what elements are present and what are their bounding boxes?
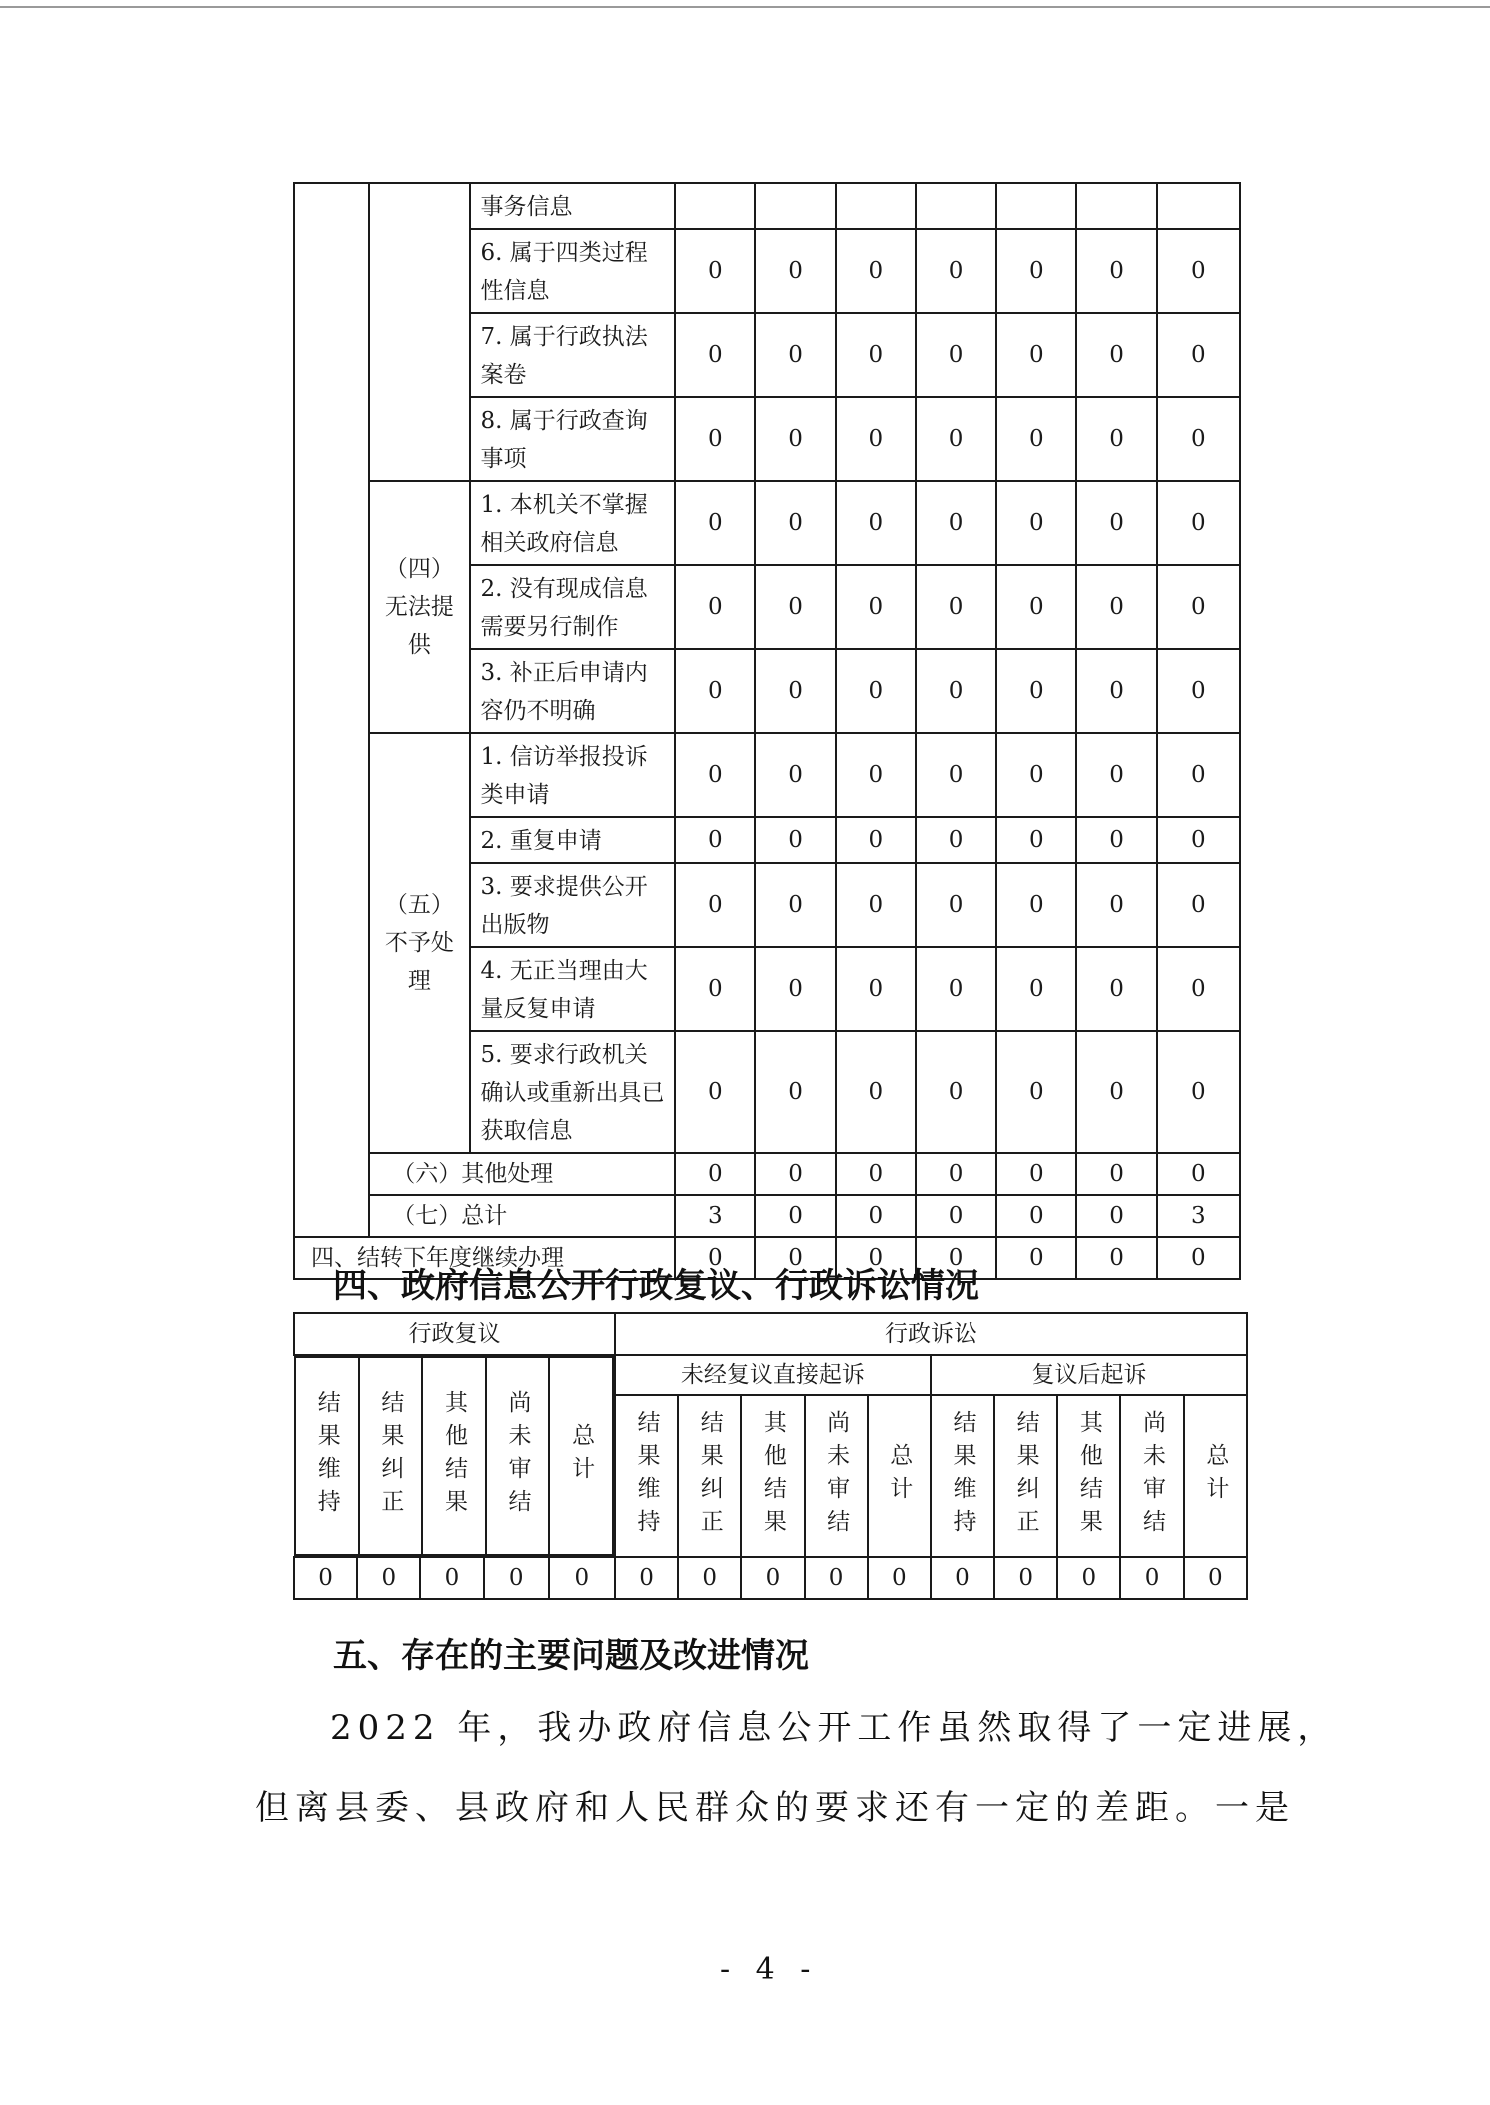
value-cell: 0 xyxy=(675,565,755,649)
row-item: 7. 属于行政执法案卷 xyxy=(470,313,676,397)
value-cell: 0 xyxy=(1076,313,1156,397)
paragraph-line: 2022 年，我办政府信息公开工作虽然取得了一定进展， xyxy=(330,1708,1338,1748)
value-cell: 0 xyxy=(836,817,916,863)
admin-review-column-table xyxy=(294,1356,614,1556)
value-cell: 0 xyxy=(755,565,835,649)
value-cell: 0 xyxy=(675,733,755,817)
section5-heading: 五、存在的主要问题及改进情况 xyxy=(333,1636,809,1676)
value-cell: 0 xyxy=(916,481,996,565)
value-cell: 0 xyxy=(675,863,755,947)
value-cell: 0 xyxy=(996,863,1076,947)
value-cell: 0 xyxy=(755,397,835,481)
value-cell: 0 xyxy=(755,1195,835,1237)
group4-label: （四）无法提供 xyxy=(369,481,469,733)
value-cell: 0 xyxy=(549,1557,615,1599)
review-column-header: 结果维持 xyxy=(295,1357,359,1555)
value-cell: 0 xyxy=(675,947,755,1031)
value-cell: 0 xyxy=(916,863,996,947)
value-cell: 0 xyxy=(1157,229,1240,313)
value-cell: 0 xyxy=(996,481,1076,565)
direct-suit-header: 未经复议直接起诉 xyxy=(615,1355,931,1395)
value-cell: 0 xyxy=(836,947,916,1031)
value-cell: 0 xyxy=(836,733,916,817)
admin-litigation-header: 行政诉讼 xyxy=(615,1313,1247,1355)
value-cell: 0 xyxy=(836,565,916,649)
group3-blank-cell xyxy=(369,183,469,481)
value-cell: 0 xyxy=(1157,1237,1240,1279)
direct-suit-column-header: 其他结果 xyxy=(741,1395,804,1557)
outer-blank-cell xyxy=(294,183,369,1237)
value-cell: 0 xyxy=(996,1153,1076,1195)
value-cell: 0 xyxy=(1157,397,1240,481)
table-row xyxy=(294,1557,1247,1599)
value-cell: 0 xyxy=(996,397,1076,481)
value-cell: 0 xyxy=(836,1237,916,1279)
value-cell: 0 xyxy=(755,649,835,733)
row-item: 6. 属于四类过程性信息 xyxy=(470,229,676,313)
request-handling-table xyxy=(293,182,1241,1280)
value-cell: 0 xyxy=(675,649,755,733)
table-row xyxy=(294,733,1240,817)
carry-row-label: 四、结转下年度继续办理 xyxy=(294,1237,675,1279)
value-cell: 0 xyxy=(836,1153,916,1195)
value-cell: 0 xyxy=(996,649,1076,733)
value-cell: 0 xyxy=(357,1557,420,1599)
value-cell: 0 xyxy=(996,565,1076,649)
value-cell: 0 xyxy=(996,817,1076,863)
review-litigation-table xyxy=(293,1312,1248,1600)
direct-suit-column-header: 总计 xyxy=(868,1395,931,1557)
value-cell: 0 xyxy=(1157,1153,1240,1195)
value-cell: 3 xyxy=(1157,1195,1240,1237)
value-cell: 0 xyxy=(996,947,1076,1031)
value-cell: 0 xyxy=(916,229,996,313)
value-cell: 0 xyxy=(994,1557,1057,1599)
value-cell: 0 xyxy=(916,1195,996,1237)
value-cell: 0 xyxy=(294,1557,357,1599)
value-cell: 0 xyxy=(836,863,916,947)
paragraph-line: 但离县委、县政府和人民群众的要求还有一定的差距。一是 xyxy=(255,1788,1295,1828)
review-column-header: 结果纠正 xyxy=(359,1357,423,1555)
value-cell: 0 xyxy=(675,229,755,313)
value-cell: 0 xyxy=(916,1031,996,1153)
value-cell: 0 xyxy=(420,1557,483,1599)
row-item: 4. 无正当理由大量反复申请 xyxy=(470,947,676,1031)
value-cell: 0 xyxy=(1076,817,1156,863)
value-cell: 0 xyxy=(836,649,916,733)
after-review-column-header: 结果维持 xyxy=(931,1395,994,1557)
total-row-label: （七）总计 xyxy=(369,1195,675,1237)
value-cell: 0 xyxy=(1076,733,1156,817)
row-item: 2. 重复申请 xyxy=(470,817,676,863)
row-item: 事务信息 xyxy=(470,183,676,229)
value-cell: 0 xyxy=(1076,947,1156,1031)
value-cell: 0 xyxy=(916,1237,996,1279)
value-cell: 0 xyxy=(916,817,996,863)
table-row xyxy=(294,183,1240,229)
value-cell: 0 xyxy=(1157,481,1240,565)
group5-label: （五）不予处理 xyxy=(369,733,469,1153)
value-cell: 0 xyxy=(996,1237,1076,1279)
after-review-column-header: 其他结果 xyxy=(1057,1395,1120,1557)
value-cell: 0 xyxy=(1157,947,1240,1031)
table-row xyxy=(294,1153,1240,1195)
value-cell: 0 xyxy=(755,863,835,947)
after-review-column-header: 尚未审结 xyxy=(1120,1395,1183,1557)
value-cell: 0 xyxy=(755,1031,835,1153)
value-cell: 0 xyxy=(1157,863,1240,947)
value-cell: 0 xyxy=(1076,1237,1156,1279)
admin-review-columns xyxy=(294,1355,615,1557)
value-cell: 0 xyxy=(1076,649,1156,733)
row-item: 8. 属于行政查询事项 xyxy=(470,397,676,481)
row-item: 3. 要求提供公开出版物 xyxy=(470,863,676,947)
value-cell: 0 xyxy=(1076,565,1156,649)
row-item: 2. 没有现成信息需要另行制作 xyxy=(470,565,676,649)
value-cell: 0 xyxy=(836,1195,916,1237)
value-cell: 0 xyxy=(1157,733,1240,817)
value-cell: 0 xyxy=(675,817,755,863)
section4-heading: 四、政府信息公开行政复议、行政诉讼情况 xyxy=(333,1266,979,1306)
review-column-header: 其他结果 xyxy=(422,1357,486,1555)
value-cell: 0 xyxy=(1057,1557,1120,1599)
value-cell: 0 xyxy=(675,397,755,481)
direct-suit-column-header: 结果维持 xyxy=(615,1395,678,1557)
value-cell: 0 xyxy=(836,1031,916,1153)
table-row xyxy=(294,481,1240,565)
value-cell: 0 xyxy=(805,1557,868,1599)
value-cell: 0 xyxy=(1076,1195,1156,1237)
admin-review-header: 行政复议 xyxy=(294,1313,615,1355)
value-cell: 0 xyxy=(1157,817,1240,863)
value-cell: 0 xyxy=(615,1557,678,1599)
table-row xyxy=(294,1313,1247,1355)
after-review-header: 复议后起诉 xyxy=(931,1355,1247,1395)
value-cell: 0 xyxy=(755,229,835,313)
value-cell: 0 xyxy=(675,1031,755,1153)
value-cell: 0 xyxy=(1157,313,1240,397)
value-cell: 0 xyxy=(755,947,835,1031)
value-cell: 0 xyxy=(1076,397,1156,481)
value-cell: 0 xyxy=(916,649,996,733)
row-item: 5. 要求行政机关确认或重新出具已获取信息 xyxy=(470,1031,676,1153)
value-cell: 0 xyxy=(996,1031,1076,1153)
value-cell: 0 xyxy=(678,1557,741,1599)
value-cell: 0 xyxy=(675,313,755,397)
value-cell: 0 xyxy=(1076,481,1156,565)
other-row-label: （六）其他处理 xyxy=(369,1153,675,1195)
value-cell: 0 xyxy=(868,1557,931,1599)
value-cell: 0 xyxy=(1076,1031,1156,1153)
value-cell: 0 xyxy=(836,229,916,313)
value-cell: 0 xyxy=(931,1557,994,1599)
table-row xyxy=(294,1195,1240,1237)
page-number: - 4 - xyxy=(720,1952,819,1987)
value-cell: 0 xyxy=(916,565,996,649)
direct-suit-column-header: 尚未审结 xyxy=(805,1395,868,1557)
value-cell: 0 xyxy=(1157,1031,1240,1153)
value-cell: 0 xyxy=(755,313,835,397)
value-cell: 0 xyxy=(741,1557,804,1599)
value-cell: 0 xyxy=(996,313,1076,397)
after-review-column-header: 结果纠正 xyxy=(994,1395,1057,1557)
after-review-column-header: 总计 xyxy=(1184,1395,1247,1557)
direct-suit-column-header: 结果纠正 xyxy=(678,1395,741,1557)
value-cell: 0 xyxy=(1076,863,1156,947)
value-cell: 0 xyxy=(755,481,835,565)
value-cell: 0 xyxy=(1184,1557,1247,1599)
value-cell: 0 xyxy=(916,397,996,481)
table-row xyxy=(294,1355,1247,1395)
value-cell: 0 xyxy=(675,1237,755,1279)
value-cell: 0 xyxy=(1120,1557,1183,1599)
value-cell: 0 xyxy=(484,1557,549,1599)
value-cell: 0 xyxy=(755,733,835,817)
value-cell: 0 xyxy=(836,481,916,565)
value-cell: 3 xyxy=(675,1195,755,1237)
value-cell: 0 xyxy=(996,733,1076,817)
value-cell: 0 xyxy=(675,1153,755,1195)
value-cell: 0 xyxy=(836,313,916,397)
review-column-header: 总计 xyxy=(549,1357,613,1555)
row-item: 3. 补正后申请内容仍不明确 xyxy=(470,649,676,733)
value-cell: 0 xyxy=(755,817,835,863)
value-cell: 0 xyxy=(1076,229,1156,313)
row-item: 1. 本机关不掌握相关政府信息 xyxy=(470,481,676,565)
value-cell: 0 xyxy=(1157,565,1240,649)
value-cell: 0 xyxy=(755,1153,835,1195)
row-item: 1. 信访举报投诉类申请 xyxy=(470,733,676,817)
review-column-header: 尚未审结 xyxy=(486,1357,550,1555)
value-cell: 0 xyxy=(1076,1153,1156,1195)
value-cell: 0 xyxy=(916,947,996,1031)
value-cell: 0 xyxy=(916,733,996,817)
page-top-edge xyxy=(0,6,1490,8)
value-cell: 0 xyxy=(675,481,755,565)
value-cell: 0 xyxy=(836,397,916,481)
value-cell: 0 xyxy=(916,313,996,397)
value-cell: 0 xyxy=(916,1153,996,1195)
value-cell: 0 xyxy=(755,1237,835,1279)
value-cell: 0 xyxy=(1157,649,1240,733)
value-cell: 0 xyxy=(996,1195,1076,1237)
value-cell: 0 xyxy=(996,229,1076,313)
